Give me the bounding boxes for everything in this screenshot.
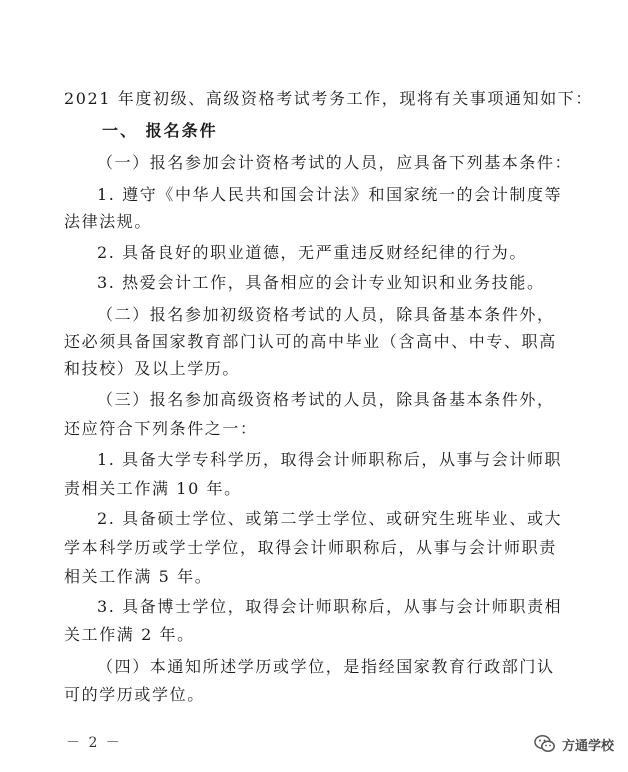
intro-line: 2021 年度初级、高级资格考试考务工作，现将有关事项通知如下： (64, 89, 594, 108)
paragraph-line: 学本科学历或学士学位，取得会计师职称后，从事与会计师职责 (64, 538, 557, 557)
paragraph-line: （二）报名参加初级资格考试的人员，除具备基本条件外， (97, 305, 555, 324)
paragraph-line: （三）报名参加高级资格考试的人员，除具备基本条件外， (97, 390, 555, 409)
paragraph-line: 法律法规。 (64, 212, 153, 231)
paragraph-line: 还应符合下列条件之一： (64, 419, 258, 438)
watermark (534, 734, 614, 754)
section-heading: 一、 报名条件 (102, 121, 218, 140)
paragraph-line: （四）本通知所述学历或学位，是指经国家教育行政部门认 (97, 657, 555, 676)
paragraph-line: 3. 具备博士学位，取得会计师职称后，从事与会计师职责相 (97, 597, 563, 616)
paragraph-line: 和技校）及以上学历。 (64, 359, 241, 378)
paragraph-line: 还必须具备国家教育部门认可的高中毕业（含高中、中专、职高 (64, 332, 557, 351)
paragraph-line: 2. 具备良好的职业道德，无严重违反财经纪律的行为。 (97, 243, 527, 262)
paragraph-line: 可的学历或学位。 (64, 685, 205, 704)
paragraph-line: 责相关工作满 10 年。 (64, 479, 242, 498)
paragraph-line: 关工作满 2 年。 (64, 625, 195, 644)
paragraph-line: （一）报名参加会计资格考试的人员，应具备下列基本条件： (97, 153, 573, 172)
watermark-text: 方通学校 (561, 738, 614, 754)
paragraph-line: 2. 具备硕士学位、或第二学士学位、或研究生班毕业、或大 (97, 509, 563, 528)
paragraph-line: 1. 遵守《中华人民共和国会计法》和国家统一的会计制度等 (97, 185, 563, 204)
paragraph-line: 相关工作满 5 年。 (64, 567, 213, 586)
wechat-icon (534, 734, 556, 754)
page-number: － 2 － (66, 735, 122, 751)
paragraph-line: 3. 热爱会计工作，具备相应的会计专业知识和业务技能。 (97, 273, 545, 292)
paragraph-line: 1. 具备大学专科学历，取得会计师职称后，从事与会计师职 (97, 450, 563, 469)
